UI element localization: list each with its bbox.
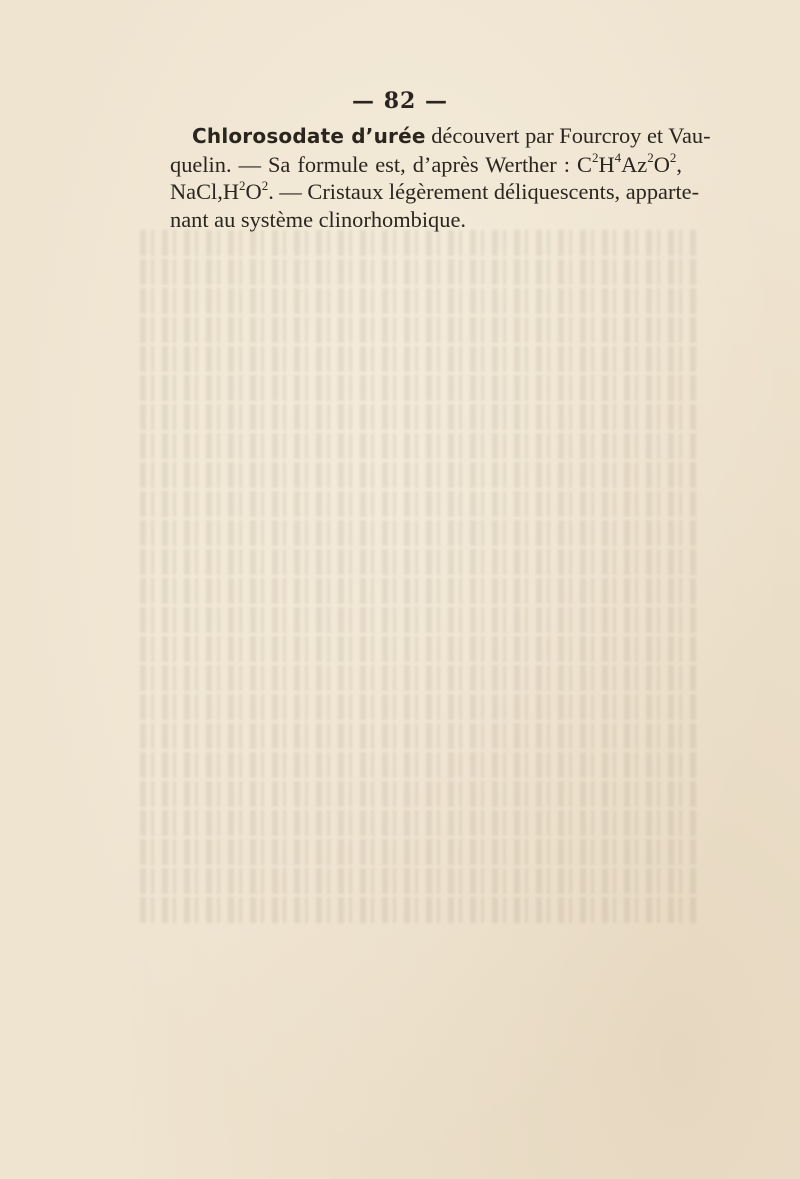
entry-line-2: quelin. — Sa formule est, d’après Werther : $C^2H^4Az^2O^2$,: [170, 150, 682, 177]
page-number: — 82 —: [352, 88, 448, 114]
entry-paragraph: [170, 122, 711, 233]
show-through-texture: [140, 230, 700, 950]
entry-line-4: nant au système clinorhombique.: [170, 206, 466, 232]
entry-line-3: $NaCl,H^2O^2$. — Cristaux légèrement déliquescents, apparte-: [170, 177, 700, 204]
entry-term: Chlorosodate d’urée: [192, 124, 426, 148]
entry-line-1: Chlorosodate d’urée découvert par Fourcroy et Vau-: [192, 123, 711, 148]
